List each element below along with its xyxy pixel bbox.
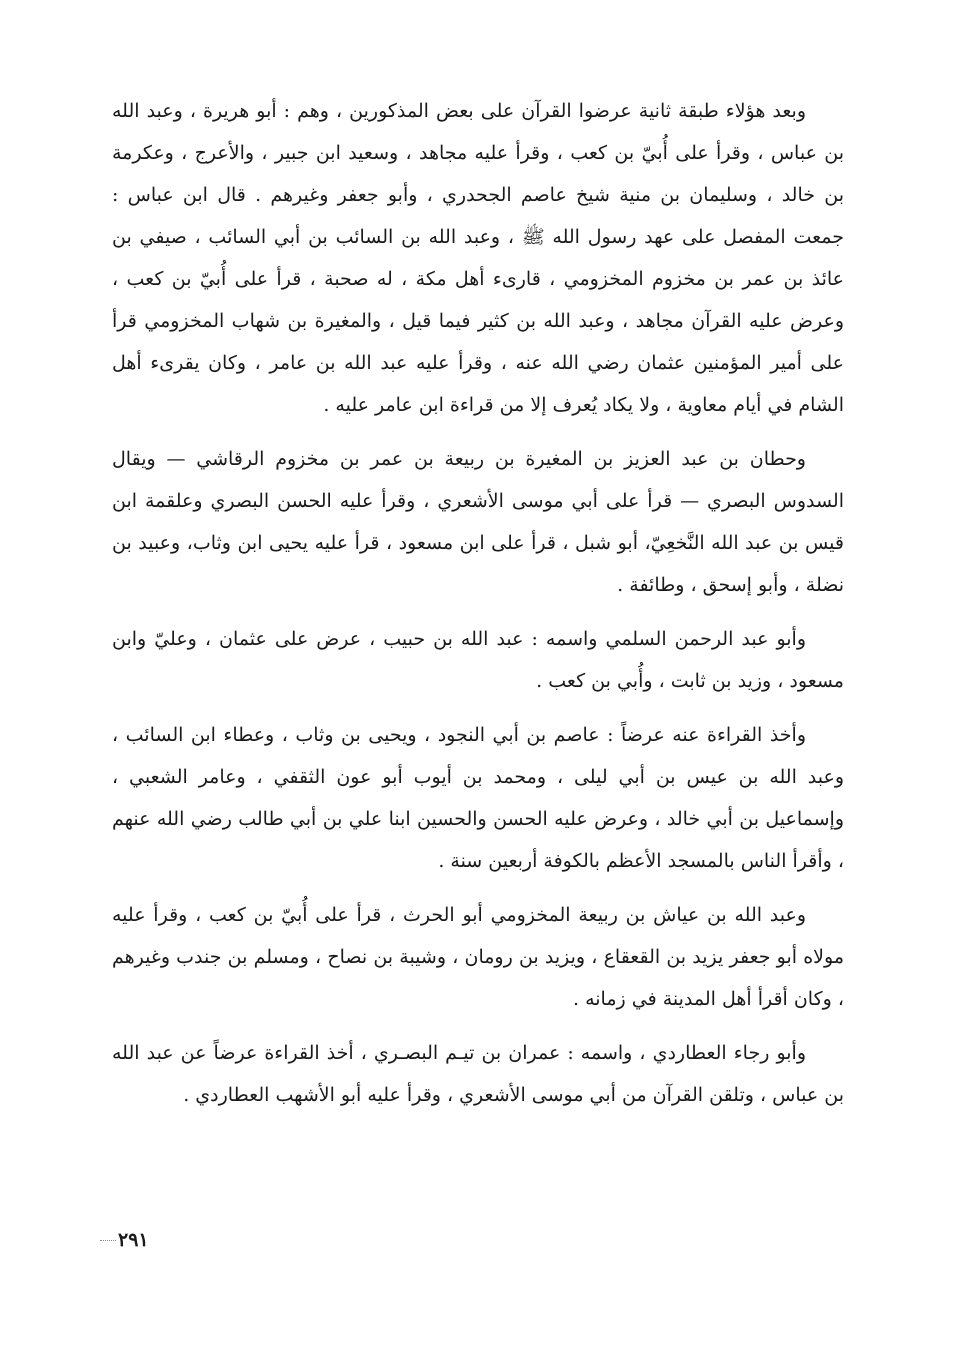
body-text	[112, 90, 844, 1128]
paragraph-1: وبعد هؤلاء طبقة ثانية عرضوا القرآن على بعض المذكورين ، وهم : أبو هريرة ، وعبد الله بن عباس ، وقرأ على أُبيّ بن كعب ، وقرأ عليه مجاهد ، وسعيد ابن جبير ، والأعرج ، وعكرمة بن خالد ، وسليمان بن منية شيخ عاصم الجحدري ، وأبو جعفر وغيرهم . قال ابن عباس : جمعت المفصل على عهد رسول الله ﷺ ، وعبد الله بن السائب بن أبي السائب ، صيفي بن عائذ بن عمر بن مخزوم المخزومي ، قارىء أهل مكة ، له صحبة ، قرأ على أُبيّ بن كعب ، وعرض عليه القرآن مجاهد ، وعبد الله بن كثير فيما قيل ، والمغيرة بن شهاب المخزومي قرأ على أمير المؤمنين عثمان رضي الله عنه ، وقرأ عليه عبد الله بن عامر ، وكان يقرىء أهل الشام في أيام معاوية ، ولا يكاد يُعرف إلا من قراءة ابن عامر عليه .	[112, 100, 844, 416]
page-number-rule	[100, 1240, 116, 1241]
paragraph-6: وأبو رجاء العطاردي ، واسمه : عمران بن تيـم البصـري ، أخذ القراءة عرضاً عن عبد الله بن عباس ، وتلقن القرآن من أبي موسى الأشعري ، وقرأ عليه أبو الأشهب العطاردي .	[112, 1042, 844, 1106]
page-number: ٢٩١	[118, 1229, 149, 1251]
paragraph-4: وأخذ القراءة عنه عرضاً : عاصم بن أبي النجود ، ويحيى بن وثاب ، وعطاء ابن السائب ، وعبد الله بن عيس بن أبي ليلى ، ومحمد بن أيوب أبو عون الثقفي ، وعامر الشعبي ، وإسماعيل بن أبي خالد ، وعرض عليه الحسن والحسين ابنا علي بن أبي طالب رضي الله عنهم ، وأقرأ الناس بالمسجد الأعظم بالكوفة أربعين سنة .	[112, 724, 844, 872]
paragraph-2: وحطان بن عبد العزيز بن المغيرة بن ربيعة بن عمر بن مخزوم الرقاشي — ويقال السدوس البصري — قرأ على أبي موسى الأشعري ، وقرأ عليه الحسن البصري وعلقمة ابن قيس بن عبد الله النَّخعِيّ، أبو شبل ، قرأ على ابن مسعود ، قرأ عليه يحيى ابن وثاب، وعبيد بن نضلة ، وأبو إسحق ، وطائفة .	[112, 448, 844, 596]
paragraph-5: وعبد الله بن عياش بن ربيعة المخزومي أبو الحرث ، قرأ على أُبيّ بن كعب ، وقرأ عليه مولاه أبو جعفر يزيد بن القعقاع ، ويزيد بن رومان ، وشيبة بن نصاح ، ومسلم بن جندب وغيرهم ، وكان أقرأ أهل المدينة في زمانه .	[112, 904, 844, 1010]
paragraph-3: وأبو عبد الرحمن السلمي واسمه : عبد الله بن حبيب ، عرض على عثمان ، وعليّ وابن مسعود ، وزيد بن ثابت ، وأُبي بن كعب .	[112, 628, 844, 692]
